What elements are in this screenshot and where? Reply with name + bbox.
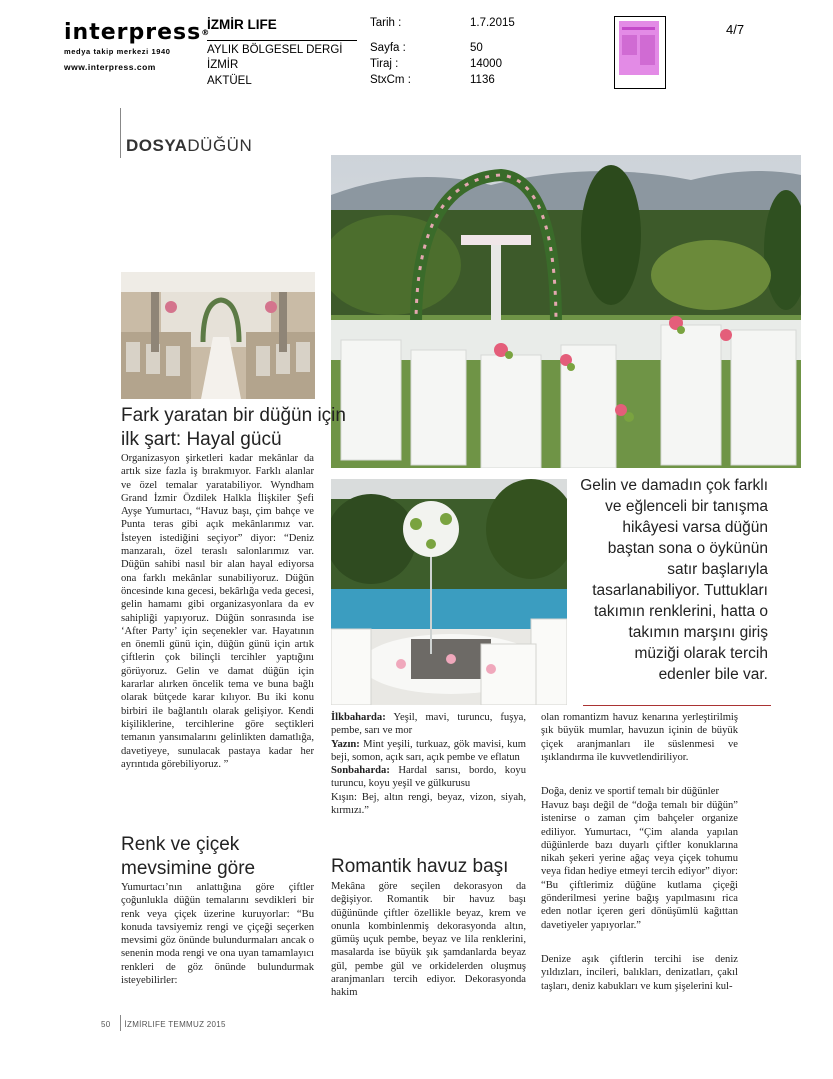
- footer-magazine: İZMİRLIFE TEMMUZ 2015: [124, 1020, 226, 1029]
- page-count: 4/7: [726, 22, 745, 37]
- footer-page-number: 50: [101, 1020, 111, 1029]
- col3-paragraph-2: Havuz başı değil de “doğa temalı bir düğün” istenirse o zaman çim bahçeler organize ediliyor. Yumurtacı, “Çim alanda yapılan düğünlerde bazı duyarlı çiftler konuklarına nikah şekeri yerine ağaç veya çiçek tohumu veya fidan hediye etmeyi tercih ediyor” diyor: “Bu çiftlerimiz düğüne kutlama çiçeği gönderilmesi yerine bağış yapılmasını rica eden notlar içeren geri dönüşümlü kağıttan davetiyeler yapıyorlar.”: [541, 800, 738, 931]
- heading-renk-l1: Renk ve çiçek: [121, 834, 240, 855]
- meta-label-stxcm: StxCm :: [370, 74, 411, 86]
- logo-url: www.interpress.com: [64, 62, 156, 72]
- photo-garden-ceremony: [331, 155, 801, 468]
- logo-word: interpress: [64, 20, 202, 45]
- meta-value-stxcm: 1136: [470, 74, 495, 86]
- article3-body: Mekâna göre seçilen dekorasyon da değişiyor. Romantik bir havuz başı düğününde çiftler özellikle beyaz, krem ve onunla kombinlenmiş dekorasyonda altın, gümüş uçuk pembe, beyaz ve lila renklerini, masalarda ise büyük şık şamdanlarda beyaz gül, pembe gül ve orkidelerden oluşmuş aranjmanları tercih ediyor. Dekorasyonda hakim: [331, 881, 526, 999]
- season-colors-list: [331, 711, 526, 817]
- indoor-aisle-image: [121, 272, 315, 399]
- heading-fark-yaratan-l2: ilk şart: Hayal gücü: [121, 429, 282, 450]
- season-winter: Kışın: Bej, altın rengi, beyaz, vizon, siyah, kırmızı.”: [331, 791, 526, 817]
- garden-ceremony-image: [331, 155, 801, 468]
- season-autumn: Sonbaharda: Hardal sarısı, bordo, koyu turuncu, koyu yeşil ve gülkurusu: [331, 765, 526, 790]
- publication-type: AYLIK BÖLGESEL DERGİ: [207, 44, 343, 56]
- heading-romantik-havuz: Romantik havuz başı: [331, 856, 509, 877]
- poolside-tables-image: [331, 479, 567, 705]
- heading-renk-l2: mevsimine göre: [121, 858, 256, 879]
- section-rule: [120, 108, 121, 158]
- section-tag-normal: DÜĞÜN: [187, 136, 253, 155]
- meta-value-page: 50: [470, 42, 483, 54]
- meta-label-date: Tarih :: [370, 17, 402, 29]
- publication-city: İZMİR: [207, 59, 239, 71]
- section-tag: [126, 136, 252, 156]
- col3-paragraph-3: Denize aşık çiftlerin tercihi ise deniz yıldızları, incileri, balıkları, denizatları, çakıl taşları, deniz kabukları ve kum şişelerini kul-: [541, 954, 738, 992]
- title-underline: [207, 40, 357, 41]
- article1-body: Organizasyon şirketleri kadar mekânlar da artık size fazla iş bırakmıyor. Farklı alanlar ve özel temalar yaratabiliyor. Wyndham Grand İzmir Özdilek Halkla İlişkiler Şefi Ayşe Yumurtacı, “Havuz başı, çim bahçe ve Punta teras gibi açık mekânlarımız var. İsteyen istediğini seçiyor” diyor: “Deniz manzaralı, özel teraslı salonlarımız var. Düğün sahibi nasıl bir alan hayal ediyorsa ona farklı mekânlar sunabiliyoruz. Düğün öncesinde kına gecesi, bekârlığa veda gecesi, gelin hamamı gibi organizasyonlara da ev sahipliği yapıyoruz. Düğün sonrasında ise ‘After Party’ için seçenekler var. Hayatının en önemli günü için, düğün günü için artık çiftlerin çok bilinçli tercihler yaptığını görüyoruz. Gelin ve damat düğün için kararlar alırken öncelik tema ve buna bağlı olarak bütçede karar kılıyor. Bu iki konu birbiri ile bağlantılı olarak gelişiyor. Kendi kişiliklerine, tercihlerine göre seçtikleri temanın yansımalarını gelinlikten damatlığa, davetiyeye, sunulacak pastaya kadar her ayrıntıda görebiliyoruz. ”: [121, 453, 314, 770]
- meta-label-page: Sayfa :: [370, 42, 406, 54]
- photo-poolside-tables: [331, 479, 567, 705]
- publication-category: AKTÜEL: [207, 75, 252, 87]
- season-spring: İlkbaharda: Yeşil, mavi, turuncu, fuşya, pembe, sarı ve mor: [331, 712, 526, 737]
- col3-subhead-doga: Doğa, deniz ve sportif temalı bir düğünler: [541, 786, 719, 797]
- logo-registered-mark: ®: [201, 28, 211, 37]
- thumbnail-preview: [619, 21, 659, 75]
- logo-subtitle: medya takip merkezi 1940: [64, 47, 171, 56]
- article2-body: Yumurtacı’nın anlattığına göre çiftler çoğunlukla düğün temalarını sevdikleri bir renk veya çiçek üzerine kuruyorlar: “Bu konuda tavsiyemiz rengi ve çiçeği seçerken mevsimi göz önünde bulundurmaları ancak o senenin moda rengi ve ona uyan tamamlayıcı renkleri de göz önünde bulundurmak isteyebilirler:: [121, 882, 314, 987]
- pull-quote-rule: [583, 705, 771, 706]
- page-thumbnail: [614, 16, 666, 89]
- meta-label-circulation: Tiraj :: [370, 58, 399, 70]
- section-tag-bold: DOSYA: [126, 136, 188, 155]
- meta-value-date: 1.7.2015: [470, 17, 515, 29]
- season-summer: Yazın: Mint yeşili, turkuaz, gök mavisi, kum beji, somon, açık sarı, açık pembe ve eflatun: [331, 738, 526, 763]
- meta-value-circulation: 14000: [470, 58, 502, 70]
- photo-indoor-aisle: [121, 272, 315, 399]
- col3-paragraph-1: olan romantizm havuz kenarına yerleştirilmiş şık büyük mumlar, havuzun içinin de büyük çiçek aranjmanları ile süslenmesi ve ışıklandırma ile kuvvetlendiriliyor.: [541, 712, 738, 763]
- interpress-logo: [64, 20, 211, 72]
- publication-title: İZMİR LIFE: [207, 17, 277, 32]
- pull-quote: Gelin ve damadın çok farklı ve eğlenceli bir tanışma hikâyesi varsa düğün baştan sona o öykünün satır başlarıyla tasarlanabiliyor. Tuttukları takımın renklerini, hatta o takımın marşını giriş müziği olarak tercih edenler bile var.: [580, 477, 768, 683]
- heading-fark-yaratan-l1: Fark yaratan bir düğün için: [121, 405, 346, 426]
- page-footer: [101, 1020, 226, 1029]
